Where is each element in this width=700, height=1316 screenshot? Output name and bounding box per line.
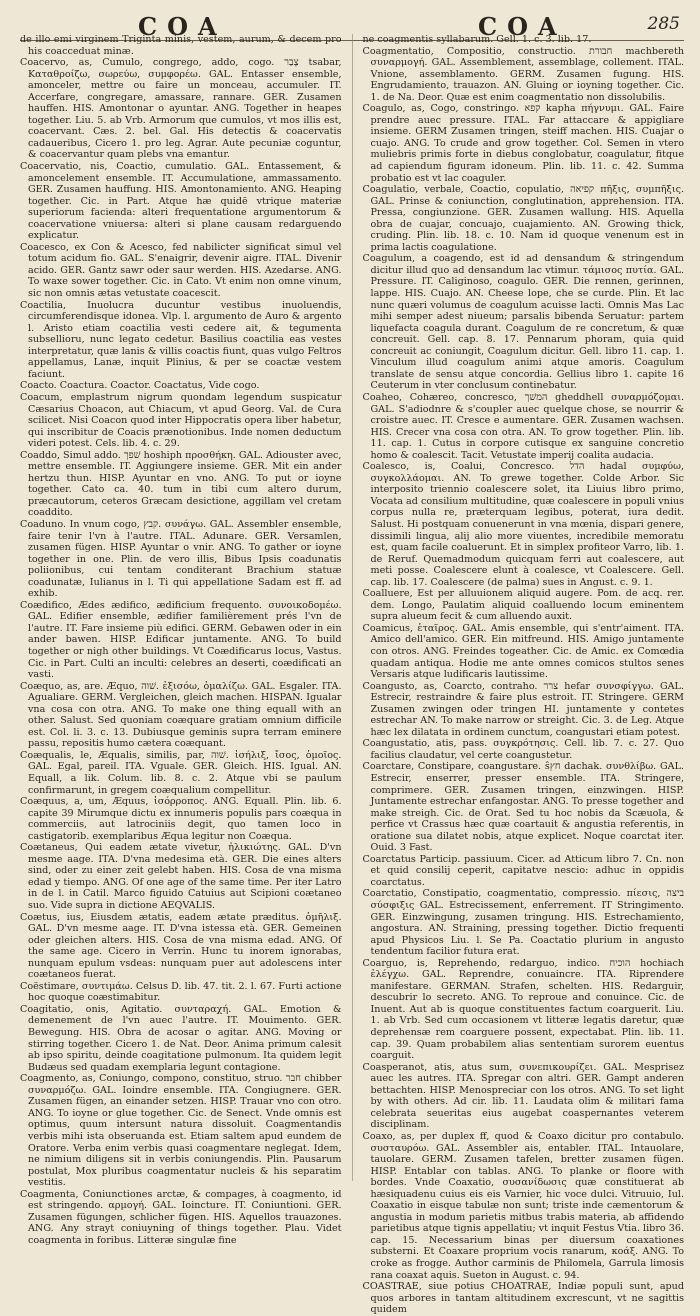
dictionary-entry: Coaxo, as, per duplex ff, quod & Coaxo dicitur pro contabulo. συσταυρόω. GAL. Assembler ais, entabler. ITAL. Intauolare, tauolare. GERM. Zusamen tafelen, bretter zusamen fügen. HISP. Entablar con tablas. ANG. To planke or floore with bordes. Vnde Coaxatio, συσανίδωσις quæ constituerat ab hæsiquadenu cuius eis eis Varnier, hic voce dulci. Vitruuio, Iul. Coaxatio in eisque tabulæ non sunt; triste inde cæmentorum & angustia in modum parietis mitbus trabis materia, ab affidendo parietibus atque tignis appellatiu; vt inquit Festus Vtia. libro 36. cap. 15. Necessarium binas per diuersum coaxationes substerni. Et Coaxare proprium vocis ranarum, κοάξ. ANG. To croke as frogge. Author carminis de Philomela, Garrula limosis rana coaxat aquis. Sueton in August. c. 94. bbox=[362, 1130, 684, 1281]
dictionary-entry: Coacto. Coactura. Coactor. Coactatus, Vide cogo. bbox=[20, 380, 260, 392]
dictionary-entry: ne coagmentis syllabarum. Gell. 1. c. 3. lib. 17. bbox=[362, 34, 592, 45]
dictionary-entry: Coëstimare, συντιμάω. Celsus D. lib. 47. tit. 2. l. 67. Furti actione hoc quoque coæstimabitur. bbox=[20, 980, 342, 1004]
dictionary-entry: Coagulum, a coagendo, est id ad densandum & stringendum dicitur illud quo ad densandum lac vtimur. τάμισος πυτία. GAL. Pressure. IT. Caliginoso, coagulo. GER. Die rennen, gerinnen, lappe. HIS. Cuajo. AN. Cheese lope, che se curde. Plin. Et lac nunc quæri volumus de coagulum acuisse lacti. Omnis Mas Lac mihi semper adest niueum; parsalis bibenda Seruatur: partem liquefacta coagula durant. Coagulum de re concretum, & quæ concreuit. Gell. cap. 8. 17. Pennarum phoram, quia quid concreuit ac coniungit, Coagulum dicitur. Gell. libro 11. cap. 1. Vinculum illud coagulum animi atque amoris. Coagulum translate de sensu atque concordia. Gellius libro 1. capite 16 Ceuterum in vter conclusum continebatur. bbox=[362, 253, 684, 392]
dictionary-entry: Coaduno. In vnum cogo, קבץ. συνάγω. GAL. Assembler ensemble, faire tenir l'vn à l'autre. ITAL. Adunare. GER. Versamlen, zusamen fügen. HISP. Ayuntar o vnir. ANG. To gather or ioyne together in one. Plin. de vero illis, Bibus Ipsis coadunatis poliionibus, cui tentam conditerant Brachium statuæ coadunatæ, Iulianus in l. Ti qui appellatione Sadam est ff. ad exhib. bbox=[20, 518, 342, 600]
dictionary-entry: Coarctatio, Constipatio, coagmentatio, compressio. πίεσις, ביצה σύσφιξις GAL. Estrecissement, enferrement. IT Stringimento. GER. Einzwingung, zusamen tringung. HIS. Estrechamiento, angostura. AN. Straining, pressing together. Dictio frequenti apud Physicos Liu. l. Se Pa. Coactatio plurium in angusto tendentum facilior futura erat. bbox=[362, 888, 684, 958]
dictionary-entry: Coamicus, ἑταῖρος. GAL. Amis ensemble, qui s'entr'aiment. ITA. Amico dell'amico. GER. Ein mitfreund. HIS. Amigo juntamente con otros. ANG. Freindes togeather. Cic. de Amic. ex Comœdia quadam antiqua. Hodie me ante omnes comicos stultos senes Versaris atque ludificaris lautissime. bbox=[362, 622, 684, 681]
dictionary-entry: Coæquus, a, um, Æquus, ἰσόρροπος. ANG. Equall. Plin. lib. 6. capite 39 Mirumque dictu ex innumeris populis pars coæqua in commerciis, aut latrociniis degit, quo tamen loco in castigatorib. exemplaribus Æqua legitur non Coæqua. bbox=[20, 796, 342, 842]
dictionary-entry: Coæquo, as, are. Æquo, שׁוה. ἐξισόω, ὁμαλίζω. GAL. Esgaler. ITA. Agualiare. GERM. Vergleichen, gleich machen. HISPAN. Igualar vna cosa con otra. ANG. To make one thing equall with an other. Salust. Sed quoniam coæquare gratiam omnium difficile est. Col. li. 3. c. 13. Dubiusque geminis supra terram eminere passu, repositis humo cætera coæquant. bbox=[20, 680, 342, 750]
text-columns bbox=[20, 34, 684, 1316]
dictionary-entry: Coarctare, Constipare, coangustare. ŝחץ dachak. συνθλίβω. GAL. Estrecir, enserrer, presser ensemble. ITA. Stringere, comprimere. GER. Zusamen tringen, einzwingen. HISP. Juntamente estrechar enfangostar. ANG. To presse together and make streigh. Cic. de Orat. Sed tu hoc nobis da Scæuola, & perfice vt Crassus hæc quæ coartauit & angustia referentis, in oratione sua dilatet nobis, atque explicet. Noque coarctat iter. Ouid. 3 Fast. bbox=[362, 761, 684, 854]
column-divider bbox=[352, 34, 353, 1181]
dictionary-entry: Coagulo, as, Cogo, constringo. קפא kapha πήγνυμι. GAL. Faire prendre auec pressure. ITAL. Far attaccare & appigliare insieme. GERM Zusamen tringen, steiff machen. HIS. Cuajar o cuajo. ANG. To crude and grow together. Col. Semen in vtero muliebris primis forte in diebus conglobatur, coagulatur, fitque ad capiendum figuram idoneum. Plin. lib. 11. c. 42. Summa probatio est vt lac coaguler. bbox=[362, 103, 684, 184]
dictionary-entry: Coagitatio, onis, Agitatio. συνταραχή. GAL. Emotion & demenement de l'vn auec l'autre. IT. Mouimento. GER. Bewegung. HIS. Obra de acosar o agitar. ANG. Moving or stirring together. Cicero 1. de Nat. Deor. Anima primum calesit ab ipso spiritu, deinde coagitatione pulmonum. Ita quidem legit Budæus sed quadam exemplaria legunt contagione. bbox=[20, 1003, 342, 1073]
dictionary-entry: Coagmenta, Coniunctiones arctæ, & compages, à coagmento, id est stringendo. αρμογή. GAL. Ioincture. IT. Coniuntioni. GER. Zusamen fügungen, schlicher fügen. HIS. Aquellos trauazones. ANG. Any strayt coniuyning of things together. Plau. Videt coagmenta in foribus. Litteræ singulæ fine bbox=[20, 1188, 342, 1246]
dictionary-entry: Coarctatus Particip. passiuum. Cicer. ad Atticum libro 7. Cn. non et quid consilij ceperit, capitatve nescio: adhuc in oppidis coarctatus. bbox=[362, 853, 684, 888]
dictionary-entry: Coacum, emplastrum nigrum quondam legendum suspicatur Cæsarius Choacon, aut Chiacum, vt apud Georg. Val. de Cura scilicet. Nisi Coacon quod inter Hippocratis opera liber habetur, qui inscribitur de Coacis prænotionibus. Inde nomen deductum videri potest. Cels. lib. 4. c. 29. bbox=[20, 391, 342, 450]
dictionary-entry: Coangusto, as, Coarcto, contraho. צרר hefar συνσφίγγω. GAL. Estrecir, restraindre & faire plus estroit. IT. Stringere. GERM Zusamen zwingen oder tringen HI. juntamente y contetes estrechar AN. To make narrow or streight. Cic. 3. de Leg. Atque hæc lex dilatata in ordinem cunctum, coangustari etiam potest. bbox=[362, 680, 684, 738]
dictionary-entry: Coalesco, is, Coalui, Concresco. הדל hadal συμφύω, συγκολλάομαι. AN. To grewe together. Colde Arbor. Sic interposito triennio coalescere solet, ita Liuius libro primo, Vocata ad consilium multitudine, quæ coalescere in populi vnius corpus nulla re, præterquam legibus, poterat, iura dedit. Salust. Hi postquam conuenerunt in vna mœnia, dispari genere, dissimili lingua, alij alio more viuentes, incredibile memoratu est, quam facile coaluerunt. Et in simplex profiteor Varro, lib. 1. de Reruf. Quemadmodum quicquam ferri aut coalescere, aut meti posse. Coalescere elunt à coalesce, vt Coalescere. Gell. cap. lib. 17. Coalescere (de palma) sues in Angust. c. 9. 1. bbox=[362, 461, 684, 588]
dictionary-entry: Coagulatio, verbale, Coactio, copulatio, קפיאה πῆξις, συμπῆξις. GAL. Prinse & coniunction, conglutination, apprehension. ITA. Pressa, congiunzione. GER. Zusamen wallung. HIS. Aquella obra de cuajar, concuajo, cuajamiento. AN. Growing thick, cruding. Plin. lib. 18. c. 10. Nam id quoque venenum est in prima lactis coagulatione. bbox=[362, 184, 684, 253]
left-column bbox=[20, 34, 342, 1246]
running-head-left: COA bbox=[138, 12, 227, 41]
dictionary-entry: Coætus, ius, Eiusdem ætatis, eadem ætate præditus. ὁμῆλιξ. GAL. D'vn mesme aage. IT. D'vna istessa età. GER. Gemeinen oder gleichen alters. HIS. Cosa de vna misma edad. ANG. Of the same age. Cicero in Verrin. Hunc tu inorem ignorabas, nunquam epulum vsdeas: nunquam puer aut adolescens inter coætaneos fuerat. bbox=[20, 911, 342, 981]
dictionary-entry: Coactilia, Inuolucra ducuntur vestibus inuoluendis, circumferendisque idonea. Vlp. l. argumento de Auro & argento l. Aristo etiam coactilia vesti cedere ait, & tegumenta subsellioru, nunc legato cedetur. Basilius coactilia eas vestes interpretatur, quæ lanis & villis coactis fiunt, quas vulgo Feltros appellamus, Lanæ, inquit Plinius, & per se coactæ vestem faciunt. bbox=[20, 299, 342, 380]
dictionary-entry: Coaheo, Cohæreo, concresco, המשׁך gheddhell συναρμόζομαι. GAL. S'adiodnre & s'coupler auec quelque chose, se nourrir & croistre auec. IT. Cresce e aumentare. GER. Zusamen wachsen. HIS. Crecer vna cosa con otra. AN. To grow together. Plin. lib. 11. cap. 1. Cutus in corpore cutisque ex sanguine concretio homo & coalescit. Tacit. Vetustate imperij coalita audacia. bbox=[362, 391, 684, 461]
dictionary-entry: Coasperanot, atis, atus sum, συνεπικουρίζει. GAL. Mesprisez auec les autres. ITA. Spregar con altri. GER. Gampt anderen bettachten. HISP. Menospreciar con los otros. ANG. To set light by with others. Ad cir. lib. 11. Laudata olim & militari fama celebrata seueritas eius augebat coaspernantes veterem disciplinam. bbox=[362, 1061, 684, 1131]
dictionary-entry: Coacervatio, nis, Coactio, cumulatio. GAL. Entassement, & amoncelement ensemble. IT. Accumulatione, ammassamento. GER. Zusamen hauffung. HIS. Amontonamiento. ANG. Heaping together. Cic. in Part. Atque hæ quidē vtrique materiæ superiorum facienda: alteri frequentatione argumentorum & coacervatione vniuersa: alteri si plane causam redarguendo explicatur. bbox=[20, 161, 342, 242]
dictionary-entry: Coagmento, as, Coniungo, compono, constituo, struo. חבר chibber συναρμόζω. GAL. Ioindre ensemble. ITA. Congiugnere. GER. Zusamen fügen, an einander setzen. HISP. Trauar vno con otro. ANG. To ioyne or glue together. Cic. de Senect. Vnde omnis est optimus, quum intersunt natura dissoluit. Coagmentandis verbis mihi ista obseruanda est. Etiam saltem apud eundem de Oratore. Verba enim verbis quasi coagmentare neglegat. Idem, ne nimium diligens sit in verbis coniungendis. Plin. Pausarum postulat, Mox pluribus coagmentatur nucleis & his separatim vestitis. bbox=[20, 1073, 342, 1189]
page-number: 285 bbox=[647, 14, 680, 34]
dictionary-entry: Coacervo, as, Cumulo, congrego, addo, cogo. צָבַר tsabar, Καταθροίζω, σωρεύω, συμφορέω. GAL. Entasser ensemble, amonceler, mettre ou faire un monceau, accumuler. IT. Accerfare, congregare, amassare, rannare. GER. Zusamen hauffen. HIS. Amontonar o ayuntar. ANG. Together in heapes together. Liu. 5. ab Vrb. Armorum que cumulos, vt mos illis est, coacervant. Cæs. 2. bel. Gal. His detectis & coacervatis cadaueribus, Cicero 1. pro leg. Agrar. Aute pecuniæ coguntur, & coacervantur quam plebs vna emantur. bbox=[20, 57, 342, 161]
dictionary-entry: Coacesco, ex Con & Acesco, fed nabilicter significat simul vel totum acidum fio. GAL. S'enaigrir, devenir aigre. ITAL. Divenir acido. GER. Gantz sawr oder saur werden. HIS. Azedarse. ANG. To waxe sower together. Cic. in Cato. Vt enim non omne vinum, sic non omnis ætas vetustate coacescit. bbox=[20, 241, 342, 300]
right-column bbox=[362, 34, 685, 1316]
dictionary-entry: Coarguo, is, Reprehendo, redarguo, indico. הוכיח hochiach ἐλέγχω. GAL. Reprendre, conuaincre. ITA. Riprendere manifestare. GERMAN. Strafen, schelten. HIS. Redarguir, descubrir lo secreto. ANG. To reproue and conuince. Cic. de Inuent. Aut ab is quoque constituentes factum coarguerit. Liu. 1. ab Vrb. Sed cum occasionem vt litteræ legatis daretur, quæ deprehensæ rem coarguere possent, expectabat. Plin. lib. 11. cap. 39. Quam probabilem alias sententiam surorem euentus coarguit. bbox=[362, 957, 684, 1062]
dictionary-entry: Coagmentatio, Compositio, constructio. חבורת machbereth συναρμογή. GAL. Assemblement, assemblage, collement. ITAL. Vnione, assemblamento. GERM. Zusamen fugung. HIS. Engrudamiento, trauazon. AN. Gluing or ioyning together. Cic. 1. de Na. Deor. Quæ est enim coagmentatio non dissolubilis. bbox=[362, 45, 684, 103]
dictionary-entry: Coaddo, Simul addo. שׁפך hoshiph προσθήκη. GAL. Adiouster avec, mettre ensemble. IT. Aggiungere insieme. GER. Mit ein ander hertzu thun. HISP. Ayuntar en vno. ANG. To put or ioyne together. Cato ca. 40. tum in tibi cum altero durum, præcautorum, ceteros Græcam desictione, aggillam vel cretam coaddito. bbox=[20, 449, 342, 519]
dictionary-entry: Coalluere, Est per alluuionem aliquid augere. Pom. de acq. rer. dem. Longo, Paulatim aliquid coalluendo locum eminentem supra alueum fecit & cum alluendo auxit. bbox=[362, 588, 684, 623]
running-head-right: COA bbox=[478, 12, 567, 41]
dictionary-entry: Coætaneus, Qui eadem ætate vivetur, ἡλικιώτης. GAL. D'vn mesme aage. ITA. D'vna medesima età. GER. Die eines alters sind, oder zu einer zeit gelebt haben. HIS. Cosa de vna misma edad y tiempo. ANG. Of one age of the same time. Per iter Latro in de l. in Catil. Marco figuido Catuius aut Scipioni coætaneo suo. Vide supra in dictione AEQVALIS. bbox=[20, 842, 342, 912]
dictionary-entry: de illo emi virginem Triginta minis, vestem, aurum, & decem pro his coacceduat minæ. bbox=[20, 34, 342, 57]
dictionary-entry: Coæqualis, le, Æqualis, similis, par, שׁוה. ἰσήλιξ, ἴσος, ὁμοῖος. GAL. Egal, pareil. ITA. Vguale. GER. Gleich. HIS. Igual. AN. Equall, a lik. Colum. lib. 8. c. 2. Atque vbi se paulum confirmarunt, in gregem coæqualium compellitur. bbox=[20, 749, 342, 796]
dictionary-entry: COASTRAE, siue potius CHOATRAE, Indiæ populi sunt, apud quos arbores in tantam altitudinem excrescunt, vt ne sagittis quidem bbox=[362, 1281, 684, 1316]
dictionary-entry: Coædifico, Ædes ædifico, ædificium frequento. συνοικοδομέω. GAL. Edifier ensemble, ædifier familièrement prés l'vn de l'autre. IT. Fare insieme più edifici. GERM. Gebawen oder in ein ander bawen. HISP. Edificar juntamente. ANG. To build together or nigh other buildings. Vt Coædificarus locus, Vastus. Cic. in Part. Culti an inculti: celebres an deserti, coædificati an vasti. bbox=[20, 599, 342, 681]
dictionary-entry: Coangustatio, atis, pass. συγκρότησις. Cell. lib. 7. c. 27. Quo facilius claudatur, vel certe coangustetur. bbox=[362, 738, 684, 761]
